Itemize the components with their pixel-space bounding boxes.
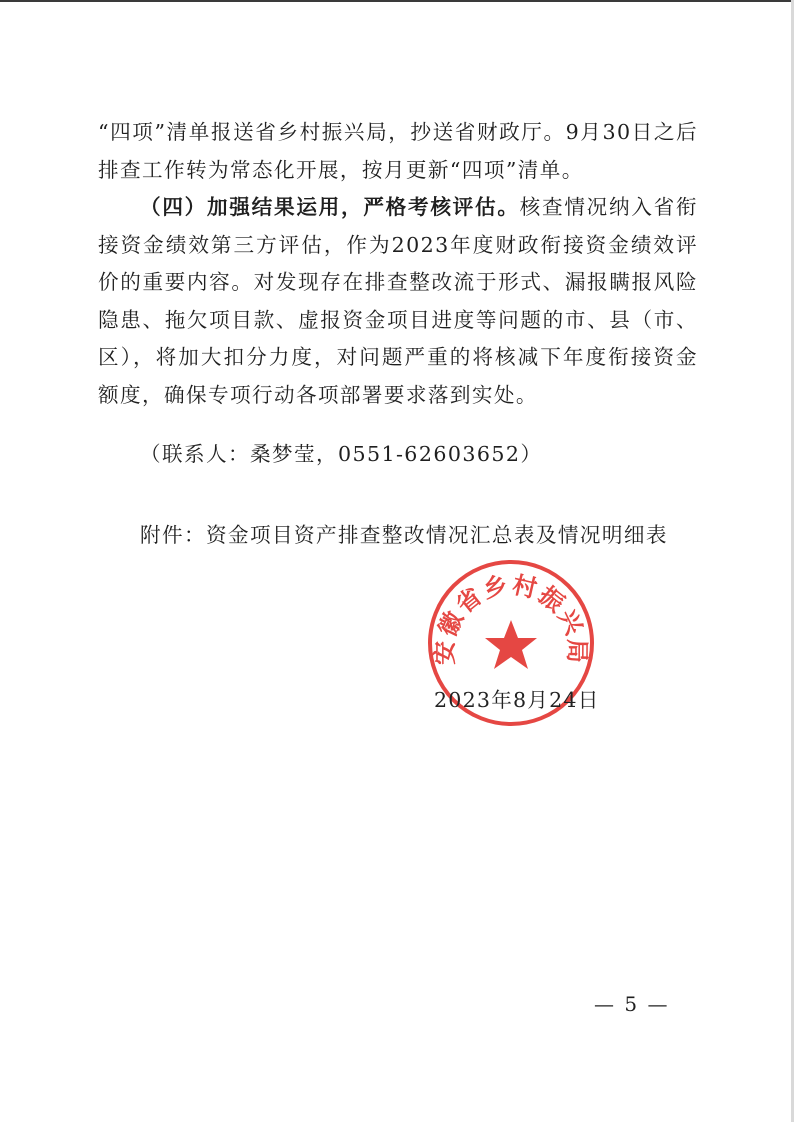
section-heading-four: （四）加强结果运用，严格考核评估。 bbox=[140, 195, 520, 219]
page-top-border bbox=[0, 0, 794, 2]
star-icon bbox=[485, 620, 537, 669]
seal-arc-text: 安徽省乡村振兴局 bbox=[429, 569, 593, 665]
attachment-line: 附件：资金项目资产排查整改情况汇总表及情况明细表 bbox=[140, 523, 668, 547]
paragraph-four-items: “四项”清单报送省乡村振兴局，抄送省财政厅。9月30日之后排查工作转为常态化开展，按月更新“四项”清单。 bbox=[98, 120, 698, 182]
document-body bbox=[98, 114, 698, 414]
contact-line: （联系人：桑梦莹，0551-62603652） bbox=[140, 442, 543, 466]
paragraph-results-usage-text: 核查情况纳入省衔接资金绩效第三方评估，作为2023年度财政衔接资金绩效评价的重要内容。对发现存在排查整改流于形式、漏报瞒报风险隐患、拖欠项目款、虚报资金项目进度等问题的市、县（市、区），将加大扣分力度，对问题严重的将核减下年度衔接资金额度，确保专项行动各项部署要求落到实处。 bbox=[98, 195, 698, 407]
paragraph-results-usage bbox=[98, 189, 698, 414]
document-date: 2023年8月24日 bbox=[434, 688, 600, 712]
page-number: — 5 — bbox=[594, 992, 670, 1016]
